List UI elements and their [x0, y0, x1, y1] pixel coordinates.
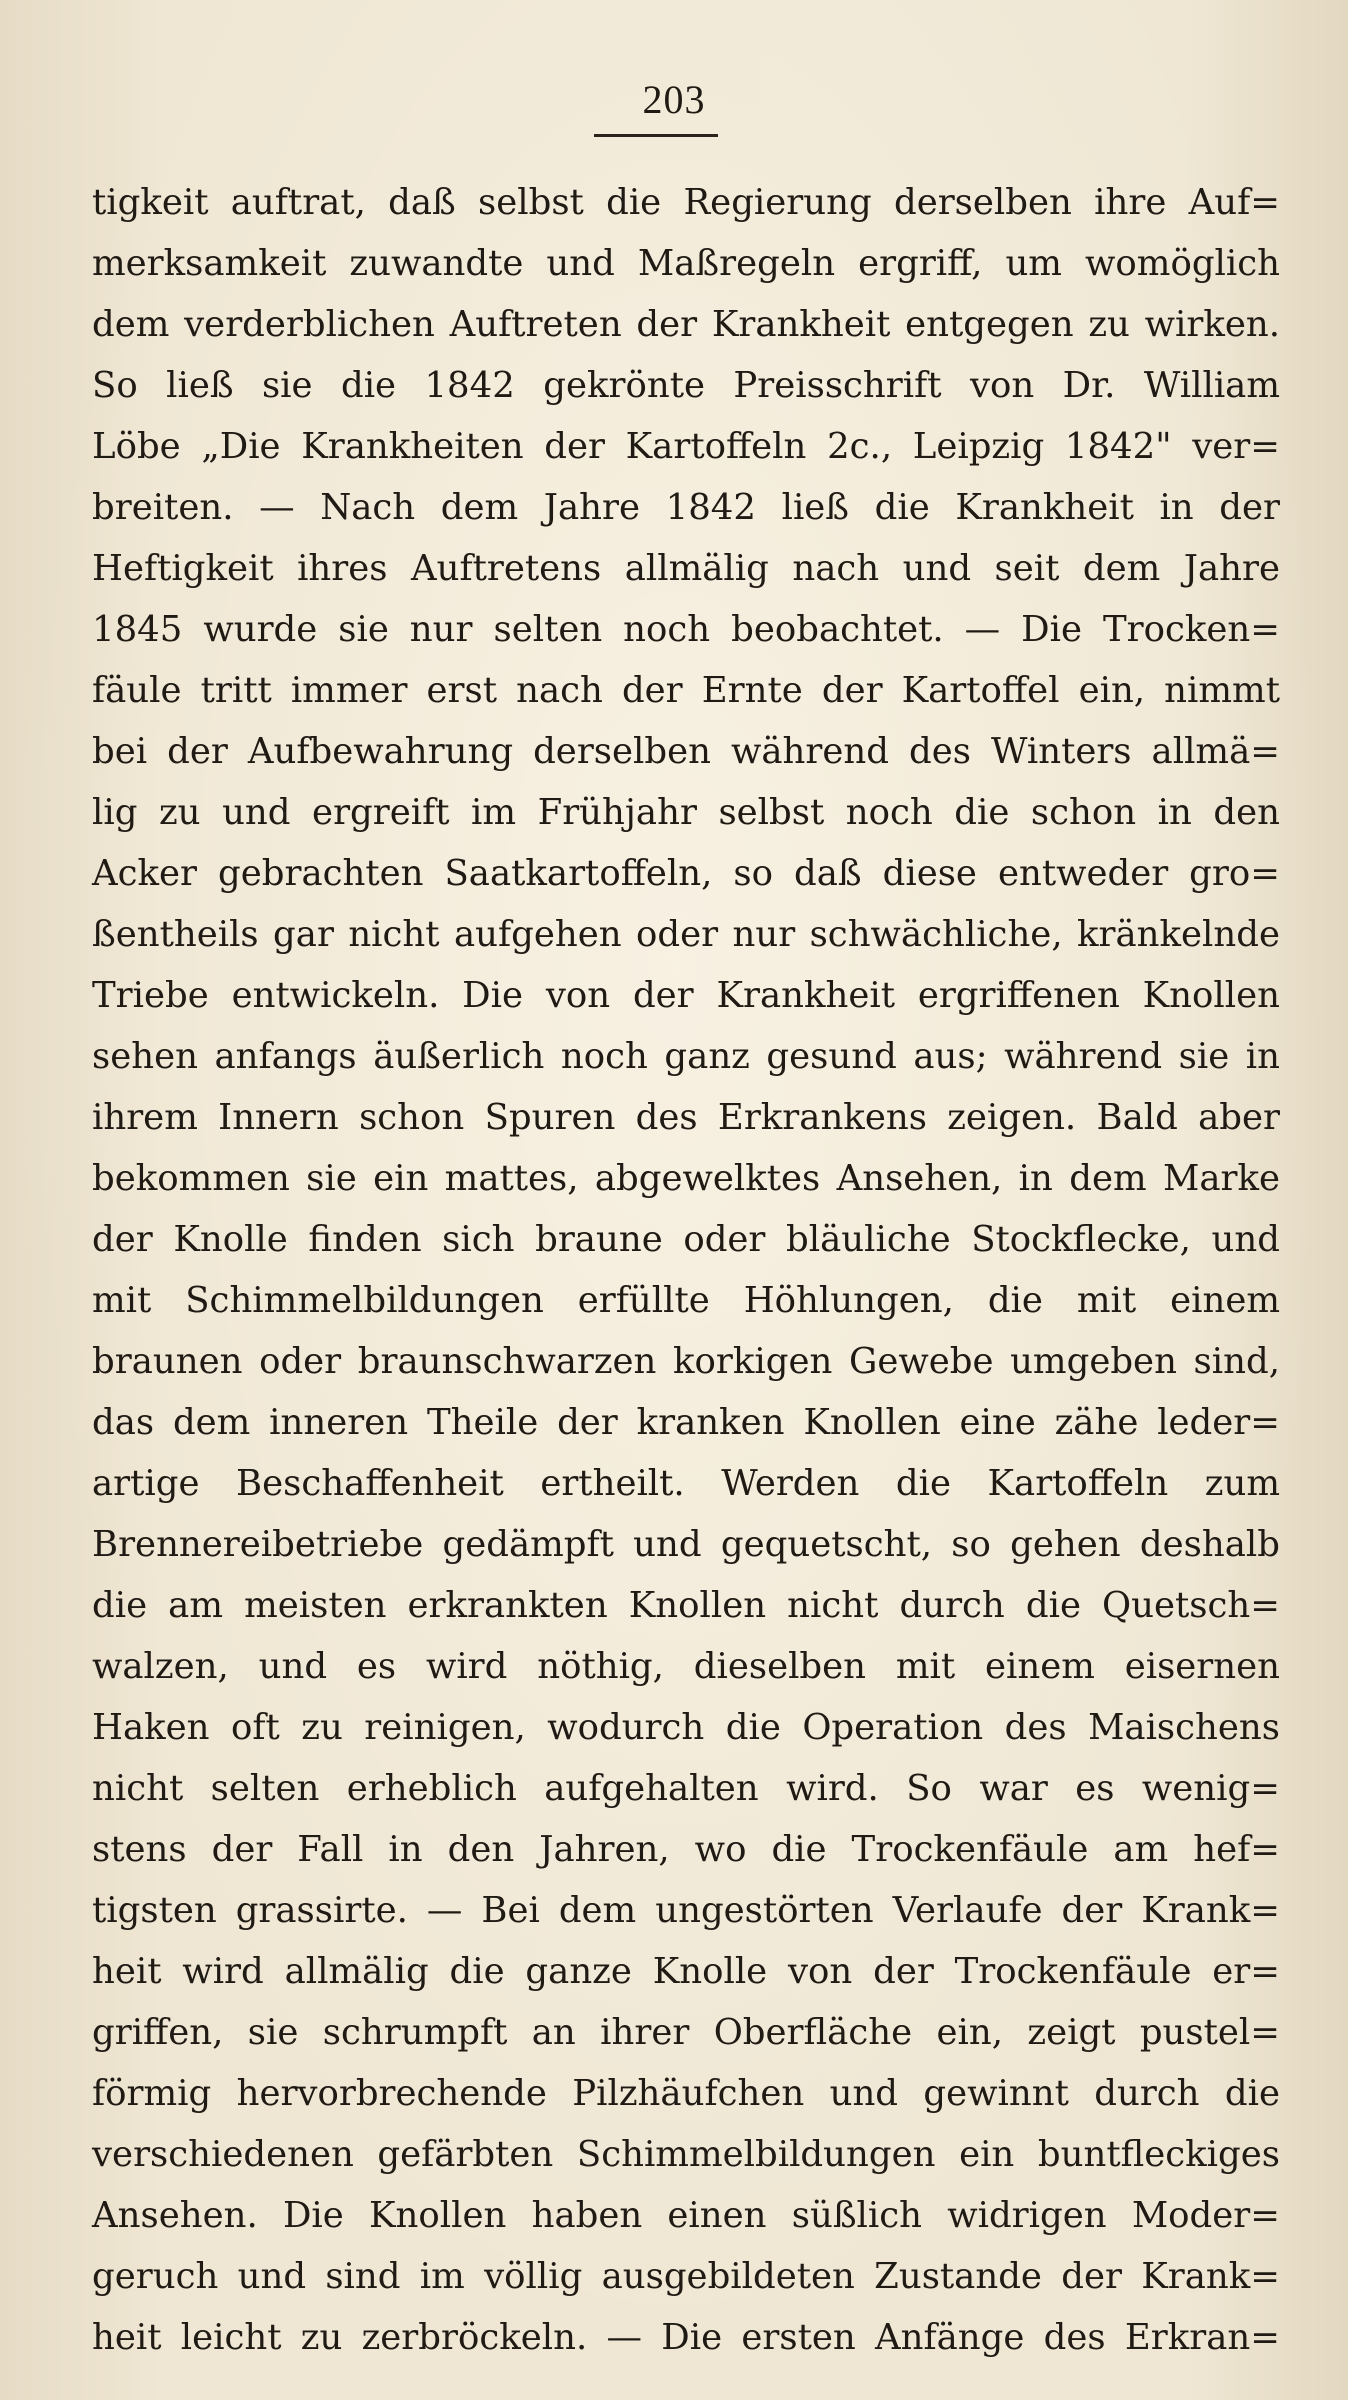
text-line: Brennereibetriebe gedämpft und gequetscht, so gehen deshalb [92, 1524, 1280, 1565]
text-line: braunen oder braunschwarzen korkigen Gewebe umgeben sind, [92, 1341, 1280, 1382]
text-line: Haken oft zu reinigen, wodurch die Operation des Maischens [92, 1707, 1280, 1748]
text-line: walzen, und es wird nöthig, dieselben mit einem eisernen [92, 1646, 1280, 1687]
text-line: mit Schimmelbildungen erfüllte Höhlungen, die mit einem [92, 1280, 1280, 1321]
text-line: fäule tritt immer erst nach der Ernte der Kartoffel ein, nimmt [92, 670, 1280, 711]
text-line: tigsten grassirte. — Bei dem ungestörten Verlaufe der Krank= [92, 1890, 1280, 1931]
text-line: dem verderblichen Auftreten der Krankheit entgegen zu wirken. [92, 304, 1280, 345]
text-line: heit leicht zu zerbröckeln. — Die ersten Anfänge des Erkran= [92, 2317, 1280, 2358]
text-line: heit wird allmälig die ganze Knolle von der Trockenfäule er= [92, 1951, 1280, 1992]
text-line: So ließ sie die 1842 gekrönte Preisschrift von Dr. William [92, 365, 1280, 406]
text-line: verschiedenen gefärbten Schimmelbildungen ein buntfleckiges [92, 2134, 1280, 2175]
page-number: 203 [642, 77, 706, 122]
text-line: lig zu und ergreift im Frühjahr selbst noch die schon in den [92, 792, 1280, 833]
text-line: die am meisten erkrankten Knollen nicht durch die Quetsch= [92, 1585, 1280, 1626]
text-line: ßentheils gar nicht aufgehen oder nur schwächliche, kränkelnde [92, 914, 1280, 955]
text-line: das dem inneren Theile der kranken Knollen eine zähe leder= [92, 1402, 1280, 1443]
text-line: tigkeit auftrat, daß selbst die Regierung derselben ihre Auf= [92, 182, 1280, 223]
text-line: merksamkeit zuwandte und Maßregeln ergriff, um womöglich [92, 243, 1280, 284]
text-line: bei der Aufbewahrung derselben während des Winters allmä= [92, 731, 1280, 772]
page-number-rule [594, 134, 718, 137]
text-line: sehen anfangs äußerlich noch ganz gesund aus; während sie in [92, 1036, 1280, 1077]
text-line: breiten. — Nach dem Jahre 1842 ließ die Krankheit in der [92, 487, 1280, 528]
text-line: geruch und sind im völlig ausgebildeten Zustande der Krank= [92, 2256, 1280, 2297]
text-line: bekommen sie ein mattes, abgewelktes Ansehen, in dem Marke [92, 1158, 1280, 1199]
text-line: Heftigkeit ihres Auftretens allmälig nach und seit dem Jahre [92, 548, 1280, 589]
text-line: griffen, sie schrumpft an ihrer Oberfläche ein, zeigt pustel= [92, 2012, 1280, 2053]
body-text [92, 172, 1280, 2368]
text-line: förmig hervorbrechende Pilzhäufchen und gewinnt durch die [92, 2073, 1280, 2114]
text-line: stens der Fall in den Jahren, wo die Trockenfäule am hef= [92, 1829, 1280, 1870]
text-line: Acker gebrachten Saatkartoffeln, so daß diese entweder gro= [92, 853, 1280, 894]
text-line: ihrem Innern schon Spuren des Erkrankens zeigen. Bald aber [92, 1097, 1280, 1138]
text-line: artige Beschaffenheit ertheilt. Werden die Kartoffeln zum [92, 1463, 1280, 1504]
text-line: nicht selten erheblich aufgehalten wird. So war es wenig= [92, 1768, 1280, 1809]
text-line: Ansehen. Die Knollen haben einen süßlich widrigen Moder= [92, 2195, 1280, 2236]
text-line: Triebe entwickeln. Die von der Krankheit ergriffenen Knollen [92, 975, 1280, 1016]
text-line: der Knolle finden sich braune oder bläuliche Stockflecke, und [92, 1219, 1280, 1260]
text-line: Löbe „Die Krankheiten der Kartoffeln 2c., Leipzig 1842" ver= [92, 426, 1280, 467]
text-line: 1845 wurde sie nur selten noch beobachtet. — Die Trocken= [92, 609, 1280, 650]
